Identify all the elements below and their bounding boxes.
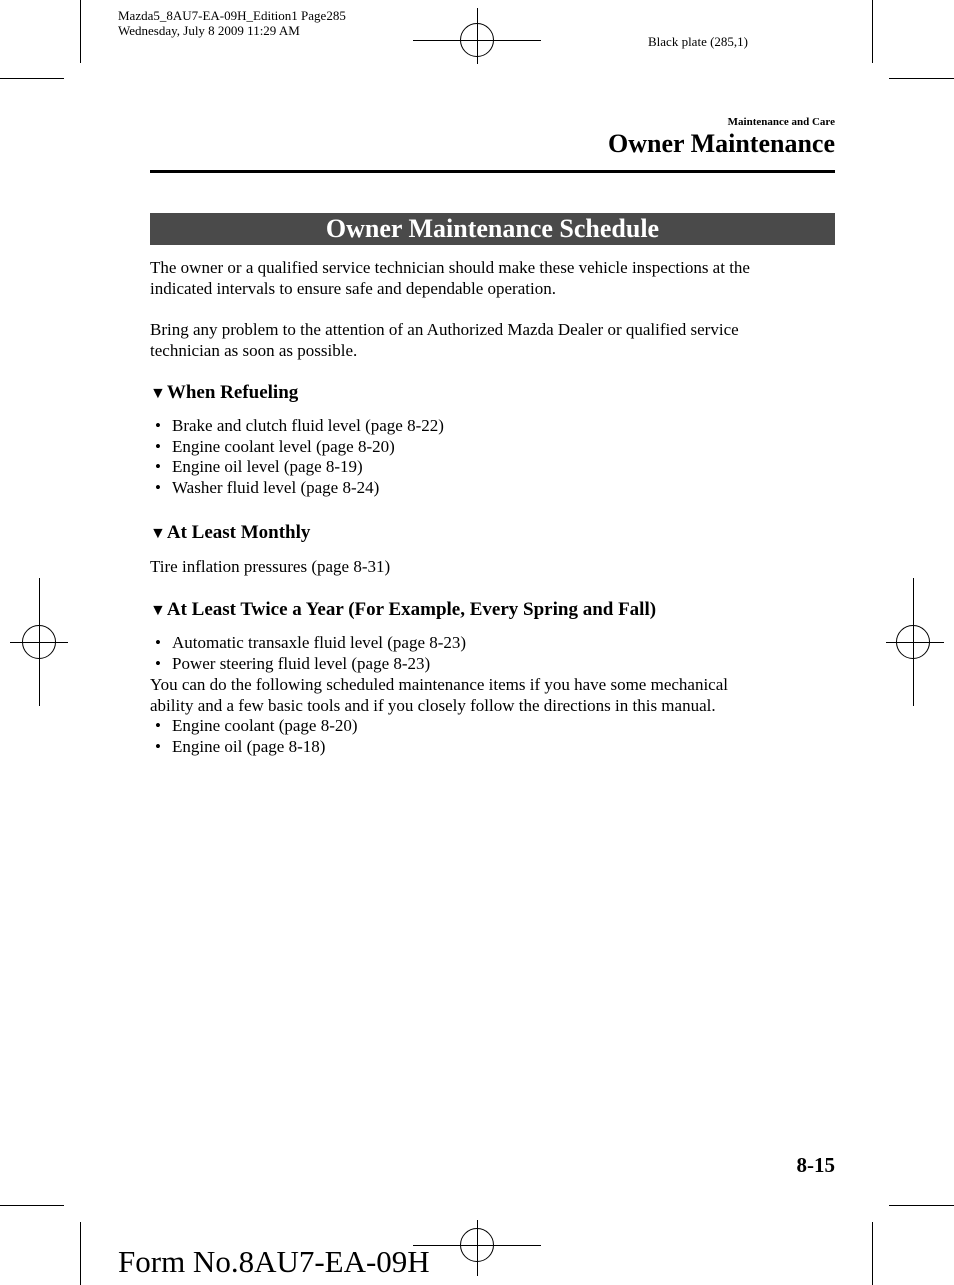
print-header-line1: Mazda5_8AU7-EA-09H_Edition1 Page285 — [118, 8, 346, 23]
list-item: • Power steering fluid level (page 8-23) — [150, 654, 850, 675]
triangle-down-icon: ▼ — [150, 385, 166, 402]
subheading-twice-a-year: ▼At Least Twice a Year (For Example, Every Spring and Fall) — [150, 599, 657, 620]
intro-paragraph-2: Bring any problem to the attention of an Authorized Mazda Dealer or qualified service technician as soon as possible. — [150, 320, 739, 360]
triangle-down-icon: ▼ — [150, 602, 166, 619]
list-item: • Washer fluid level (page 8-24) — [150, 478, 850, 499]
triangle-down-icon: ▼ — [150, 525, 166, 542]
registration-mark-icon — [460, 1228, 494, 1262]
page-number: 8-15 — [796, 1153, 835, 1177]
subheading-when-refueling: ▼When Refueling — [150, 382, 299, 403]
list-item: • Engine coolant (page 8-20) — [150, 716, 850, 737]
heading-rule — [150, 170, 835, 173]
intro-paragraph-1: The owner or a qualified service technician should make these vehicle inspections at the indicated intervals to ensure safe and dependable operation. — [150, 258, 750, 298]
registration-mark-icon — [22, 625, 56, 659]
registration-mark-icon — [896, 625, 930, 659]
list-item: • Automatic transaxle fluid level (page 8-23) — [150, 633, 850, 654]
twice-a-year-list — [150, 633, 850, 674]
page-title: Owner Maintenance — [608, 129, 835, 158]
print-header-line2: Wednesday, July 8 2009 11:29 AM — [118, 23, 300, 38]
list-item: • Engine coolant level (page 8-20) — [150, 437, 850, 458]
footer-form-number: Form No.8AU7-EA-09H — [118, 1244, 430, 1279]
section-label: Maintenance and Care — [727, 116, 835, 128]
monthly-text: Tire inflation pressures (page 8-31) — [150, 557, 391, 576]
black-plate-label: Black plate (285,1) — [648, 34, 748, 49]
refueling-list — [150, 416, 850, 499]
list-item: • Engine oil level (page 8-19) — [150, 457, 850, 478]
schedule-banner: Owner Maintenance Schedule — [150, 213, 835, 245]
print-header — [118, 8, 346, 38]
scheduled-items-list — [150, 716, 850, 757]
scheduled-maintenance-text: You can do the following scheduled maintenance items if you have some mechanical ability and a few basic tools and if you closely follow the directions in this manual. — [150, 675, 728, 715]
subheading-at-least-monthly: ▼At Least Monthly — [150, 522, 311, 543]
list-item: • Brake and clutch fluid level (page 8-22) — [150, 416, 850, 437]
list-item: • Engine oil (page 8-18) — [150, 737, 850, 758]
registration-mark-icon — [460, 23, 494, 57]
